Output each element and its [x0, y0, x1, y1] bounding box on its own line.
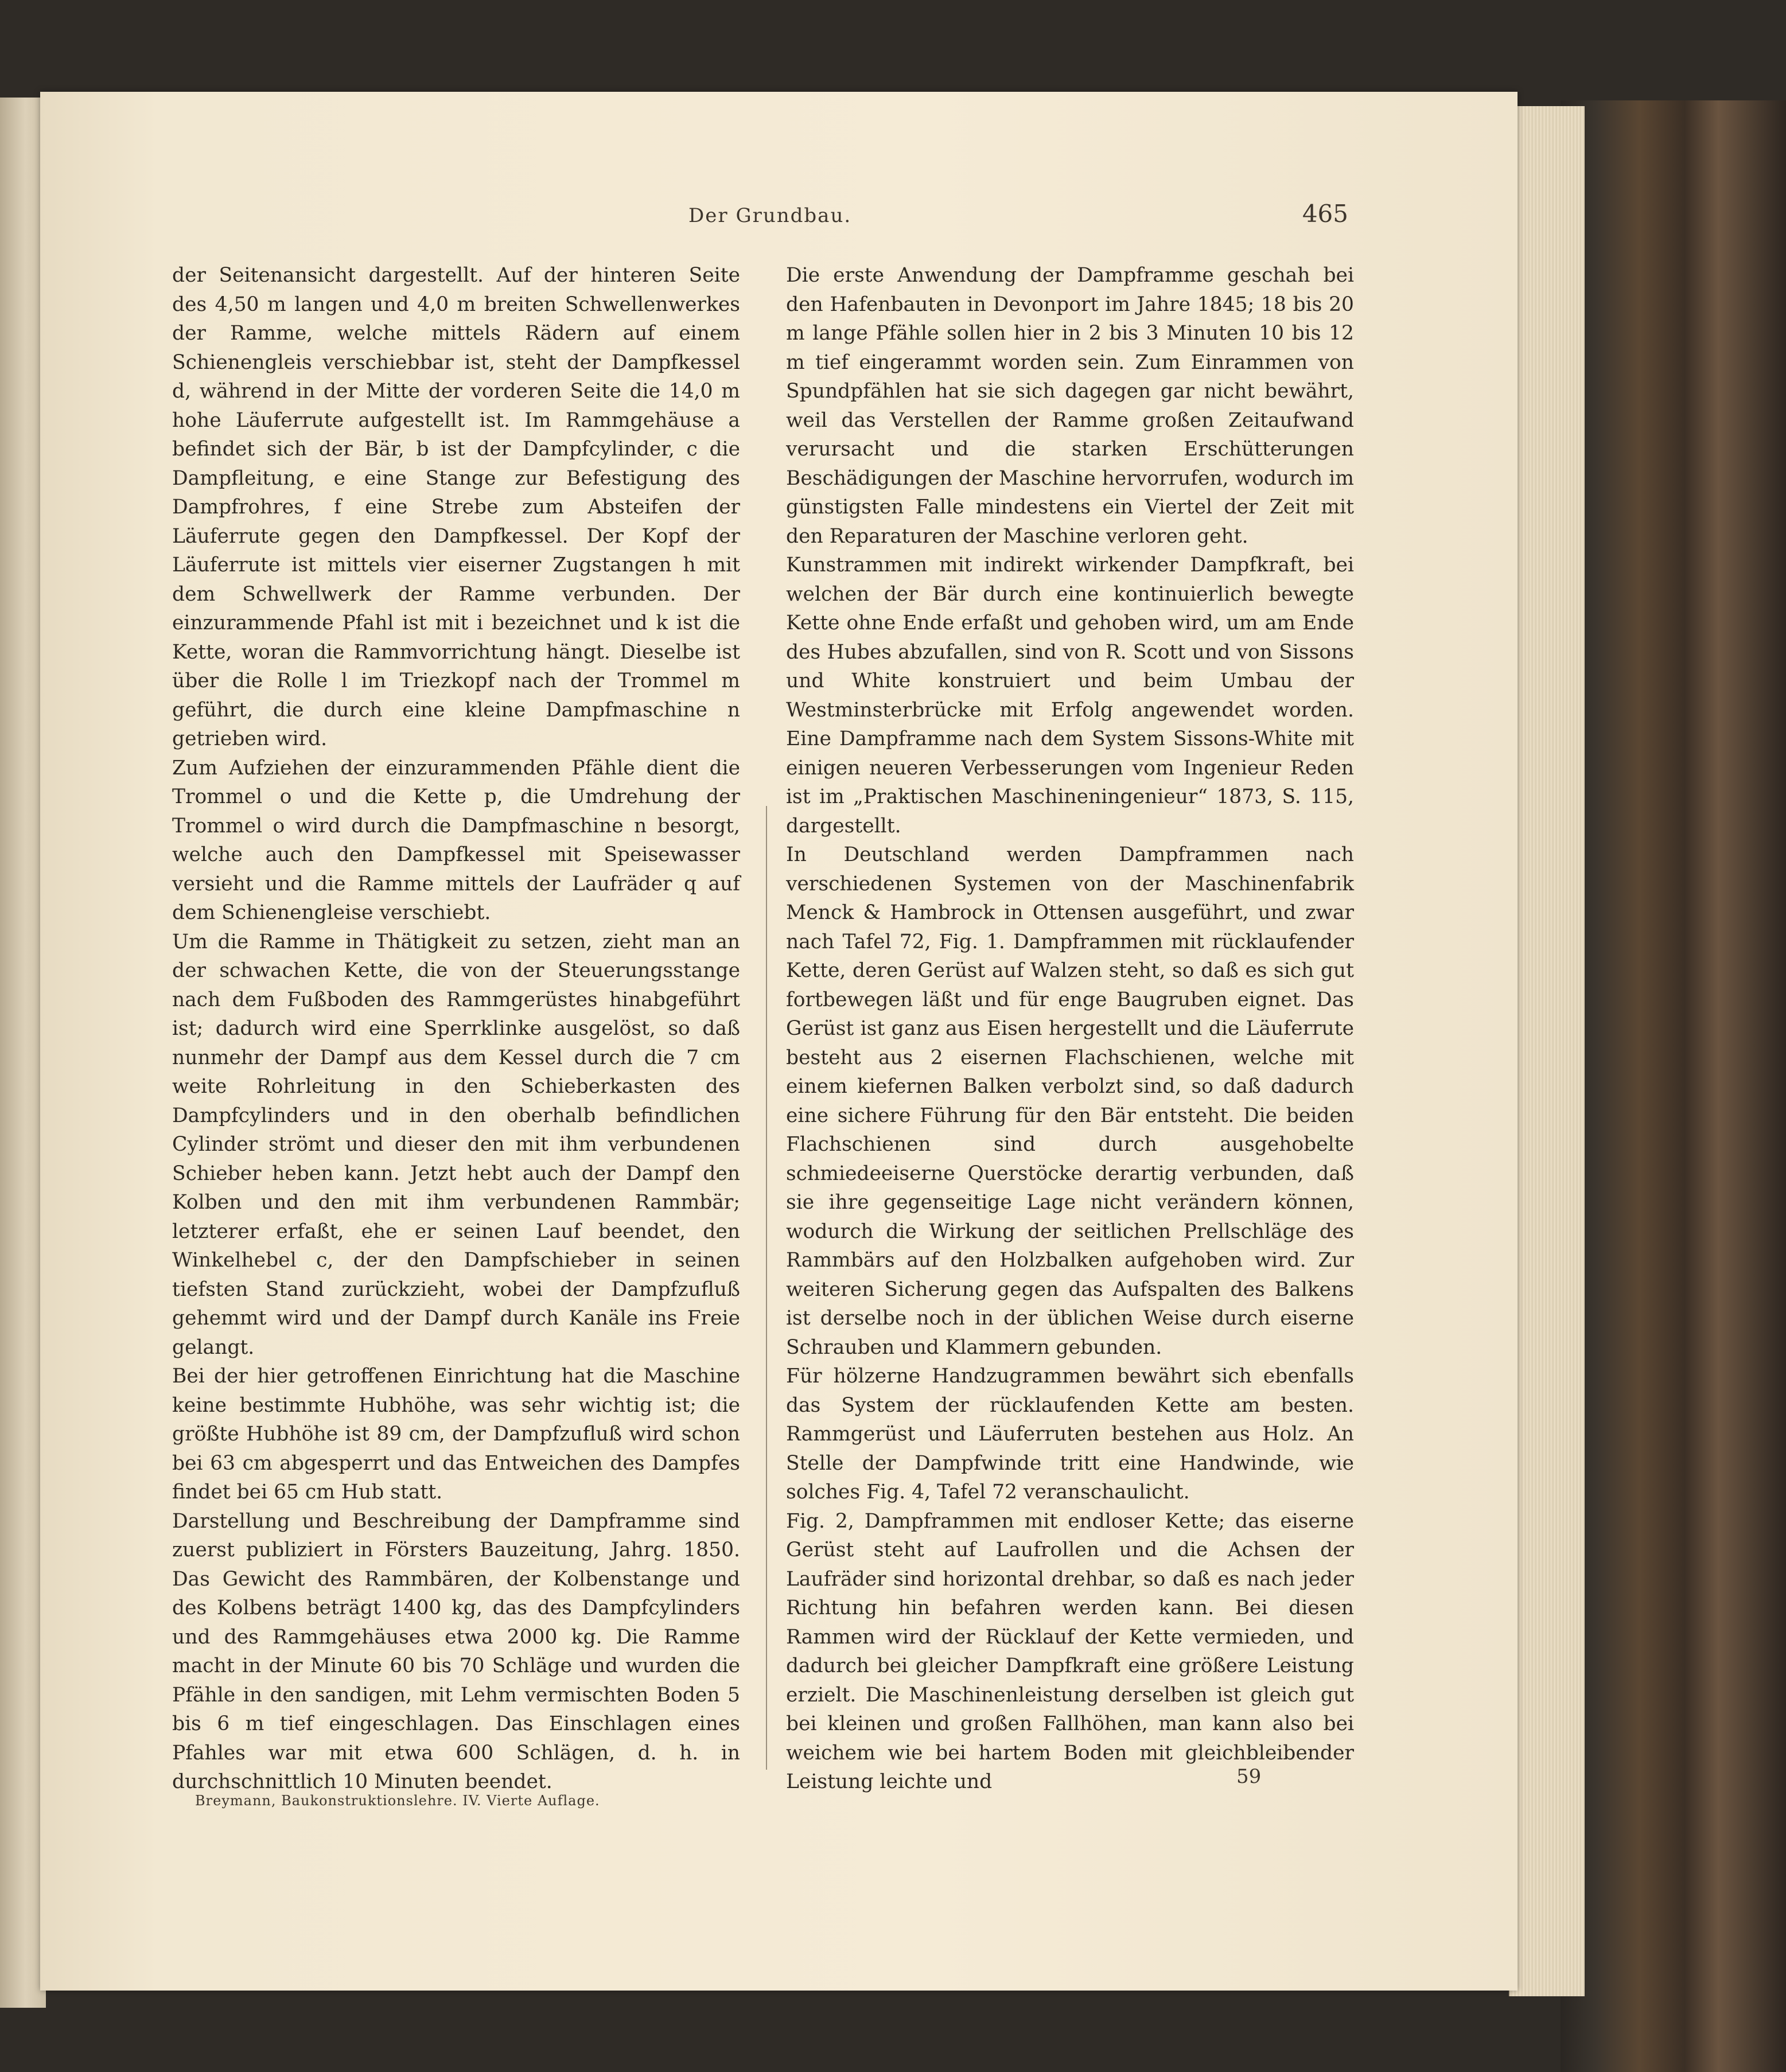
paragraph: Um die Ramme in Thätigkeit zu setzen, zieht man an der schwachen Kette, die von der Steuerungsstange nach dem Fußboden des Rammgerüstes hinabgeführt ist; dadurch wird eine Sperrklinke ausgelöst, so daß nunmehr der Dampf aus dem Kessel durch die 7 cm weite Rohrleitung in den Schieberkasten des Dampfcylinders und in den oberhalb befindlichen Cylinder strömt und dieser den mit ihm verbundenen Schieber heben kann. Jetzt hebt auch der Dampf den Kolben und den mit ihm verbundenen Rammbär; letzterer erfaßt, ehe er seinen Lauf beendet, den Winkelhebel c, der den Dampfschieber in seinen tiefsten Stand zurückzieht, wobei der Dampfzufluß gehemmt wird und der Dampf durch Kanäle ins Freie gelangt.	[172, 930, 740, 1359]
paragraph: Zum Aufziehen der einzurammenden Pfähle dient die Trommel o und die Kette p, die Umdrehung der Trommel o wird durch die Dampfmaschine n besorgt, welche auch den Dampfkessel mit Speisewasser versieht und die Ramme mittels der Laufräder q auf dem Schienengleise verschiebt.	[172, 756, 740, 924]
paragraph: Kunstrammen mit indirekt wirkender Dampfkraft, bei welchen der Bär durch eine kontinuierlich bewegte Kette ohne Ende erfaßt und gehoben wird, um am Ende des Hubes abzufallen, sind von R. Scott und von Sissons und White konstruiert und beim Umbau der Westminsterbrücke mit Erfolg angewendet worden. Eine Dampframme nach dem System Sissons-White mit einigen neueren Verbesserungen vom Ingenieur Reden ist im „Praktischen Maschineningenieur“ 1873, S. 115, dargestellt.	[786, 554, 1354, 838]
paragraph: Für hölzerne Handzugrammen bewährt sich ebenfalls das System der rücklaufenden Kette am besten. Rammgerüst und Läuferruten bestehen aus Holz. An Stelle der Dampfwinde tritt eine Handwinde, wie solches Fig. 4, Tafel 72 veranschaulicht.	[786, 1365, 1354, 1504]
page-stack-edge	[1509, 106, 1585, 1996]
facing-page-edge	[0, 98, 46, 2008]
paragraph: In Deutschland werden Dampframmen nach verschiedenen Systemen von der Maschinenfabrik Menck & Hambrock in Ottensen ausgeführt, und zwar nach Tafel 72, Fig. 1. Dampframmen mit rücklaufender Kette, deren Gerüst auf Walzen steht, so daß es sich gut fortbewegen läßt und für enge Baugruben eignet. Das Gerüst ist ganz aus Eisen hergestellt und die Läuferrute besteht aus 2 eisernen Flachschienen, welche mit einem kiefernen Balken verbolzt sind, so daß dadurch eine sichere Führung für den Bär entsteht. Die beiden Flachschienen sind durch ausgehobelte schmiedeeiserne Querstöcke derartig verbunden, daß sie ihre gegenseitige Lage nicht verändern können, wodurch die Wirkung der seitlichen Prellschläge des Rammbärs auf den Holzbalken aufgehoben wird. Zur weiteren Sicherung gegen das Aufspalten des Balkens ist derselbe noch in der üblichen Weise durch eiserne Schrauben und Klammern gebunden.	[786, 843, 1354, 1359]
book-binding	[1561, 100, 1786, 2072]
page-header	[172, 200, 1348, 239]
column-divider	[766, 806, 767, 1770]
right-column	[786, 261, 1354, 1797]
footnote: Breymann, Baukonstruktionslehre. IV. Vierte Auflage.	[195, 1793, 600, 1809]
left-column	[172, 261, 740, 1797]
signature-mark: 59	[1236, 1765, 1262, 1788]
running-title: Der Grundbau.	[688, 204, 852, 227]
paragraph: Fig. 2, Dampframmen mit endloser Kette; das eiserne Gerüst steht auf Laufrollen und die Achsen der Laufräder sind horizontal drehbar, so daß es nach jeder Richtung hin befahren werden kann. Bei diesen Rammen wird der Rücklauf der Kette vermieden, und dadurch bei gleicher Dampfkraft eine größere Leistung erzielt. Die Maschinenleistung derselben ist gleich gut bei kleinen und großen Fallhöhen, man kann also bei weichem wie bei hartem Boden mit gleichbleibender Leistung leichte und	[786, 1509, 1354, 1793]
paragraph: der Seitenansicht dargestellt. Auf der hinteren Seite des 4,50 m langen und 4,0 m breiten Schwellenwerkes der Ramme, welche mittels Rädern auf einem Schienengleis verschiebbar ist, steht der Dampfkessel d, während in der Mitte der vorderen Seite die 14,0 m hohe Läuferrute aufgestellt ist. Im Rammgehäuse a befindet sich der Bär, b ist der Dampfcylinder, c die Dampfleitung, e eine Stange zur Befestigung des Dampfrohres, f eine Strebe zum Absteifen der Läuferrute gegen den Dampfkessel. Der Kopf der Läuferrute ist mittels vier eiserner Zugstangen h mit dem Schwellwerk der Ramme verbunden. Der einzurammende Pfahl ist mit i bezeichnet und k ist die Kette, woran die Rammvorrichtung hängt. Dieselbe ist über die Rolle l im Triezkopf nach der Trommel m geführt, die durch eine kleine Dampfmaschine n getrieben wird.	[172, 264, 740, 750]
paragraph: Bei der hier getroffenen Einrichtung hat die Maschine keine bestimmte Hubhöhe, was sehr wichtig ist; die größte Hubhöhe ist 89 cm, der Dampfzufluß wird schon bei 63 cm abgesperrt und das Entweichen des Dampfes findet bei 65 cm Hub statt.	[172, 1365, 740, 1504]
paragraph: Darstellung und Beschreibung der Dampframme sind zuerst publiziert in Försters Bauzeitung, Jahrg. 1850. Das Gewicht des Rammbären, der Kolbenstange und des Kolbens beträgt 1400 kg, das des Dampfcylinders und des Rammgehäuses etwa 2000 kg. Die Ramme macht in der Minute 60 bis 70 Schläge und wurden die Pfähle in den sandigen, mit Lehm vermischten Boden 5 bis 6 m tief eingeschlagen. Das Einschlagen eines Pfahles war mit etwa 600 Schlägen, d. h. in durchschnittlich 10 Minuten beendet.	[172, 1509, 740, 1793]
page-number: 465	[1302, 200, 1348, 228]
paragraph: Die erste Anwendung der Dampframme geschah bei den Hafenbauten in Devonport im Jahre 1845; 18 bis 20 m lange Pfähle sollen hier in 2 bis 3 Minuten 10 bis 12 m tief eingerammt worden sein. Zum Einrammen von Spundpfählen hat sie sich dagegen gar nicht bewährt, weil das Verstellen der Ramme großen Zeitaufwand verursacht und die starken Erschütterungen Beschädigungen der Maschine hervorrufen, wodurch im günstigsten Falle mindestens ein Viertel der Zeit mit den Reparaturen der Maschine verloren geht.	[786, 264, 1354, 548]
